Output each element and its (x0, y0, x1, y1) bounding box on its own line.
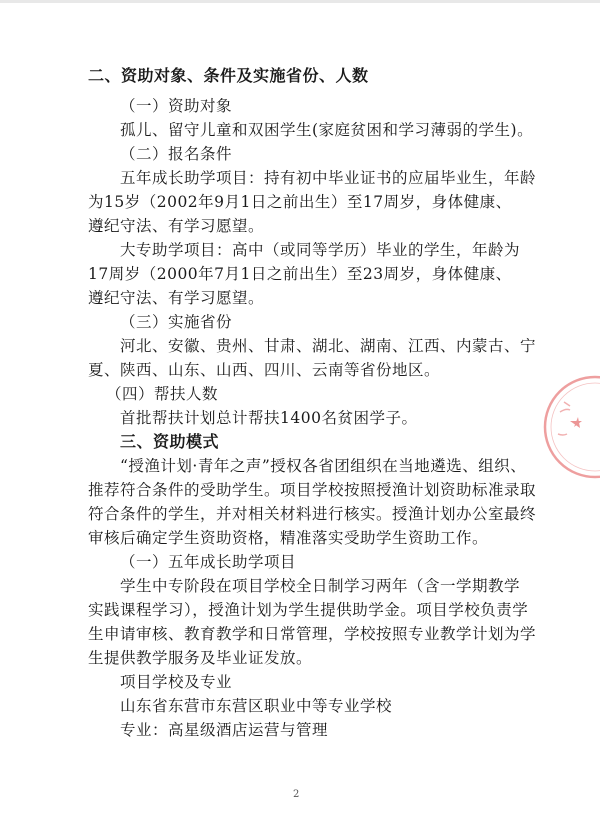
paragraph-line: 符合条件的学生，并对相关材料进行核实。授渔计划办公室最终 (88, 505, 537, 523)
paragraph-line: 推荐符合条件的受助学生。项目学校按照授渔计划资助标准录取 (88, 481, 537, 499)
official-seal-stamp (540, 372, 600, 482)
school-heading: 项目学校及专业 (120, 673, 233, 691)
section-heading-3: 三、资助模式 (120, 432, 220, 451)
paragraph-line: 首批帮扶计划总计帮扶1400名贫困学子。 (120, 409, 418, 427)
subheading-count: （四）帮扶人数 (106, 385, 219, 403)
paragraph-line: 生提供教学服务及毕业证发放。 (88, 649, 313, 667)
paragraph-line: 河北、安徽、贵州、甘肃、湖北、湖南、江西、内蒙古、宁 (120, 337, 537, 355)
paragraph-line: 夏、陕西、山东、山西、四川、云南等省份地区。 (88, 361, 441, 379)
major-name: 专业：高星级酒店运营与管理 (120, 721, 329, 739)
paragraph-line: 遵纪守法、有学习愿望。 (88, 289, 265, 307)
paragraph-line: 实践课程学习），授渔计划为学生提供助学金。项目学校负责学 (88, 601, 529, 619)
page-number: 2 (293, 789, 300, 800)
paragraph-line: 大专助学项目：高中（或同等学历）毕业的学生，年龄为 (120, 241, 521, 259)
subheading-recipients: （一）资助对象 (120, 97, 233, 115)
subheading-five-year: （一）五年成长助学项目 (120, 553, 297, 571)
section-heading-2: 二、资助对象、条件及实施省份、人数 (88, 66, 369, 85)
school-name: 山东省东营市东营区职业中等专业学校 (120, 697, 393, 715)
scan-edge (0, 0, 600, 3)
paragraph-line: 遵纪守法、有学习愿望。 (88, 217, 265, 235)
paragraph-line: 孤儿、留守儿童和双困学生(家庭贫困和学习薄弱的学生)。 (120, 121, 534, 139)
subheading-provinces: （三）实施省份 (120, 313, 233, 331)
subheading-requirements: （二）报名条件 (120, 145, 233, 163)
paragraph-line: 审核后确定学生资助资格，精准落实受助学生资助工作。 (88, 529, 489, 547)
paragraph-line: “授渔计划·青年之声”授权各省团组织在当地遴选、组织、 (120, 457, 527, 475)
paragraph-line: 为15岁（2002年9月1日之前出生）至17周岁，身体健康、 (88, 193, 512, 211)
paragraph-line: 17周岁（2000年7月1日之前出生）至23周岁，身体健康、 (88, 265, 512, 283)
paragraph-line: 学生中专阶段在项目学校全日制学习两年（含一学期教学 (120, 577, 521, 595)
paragraph-line: 生申请审核、教育教学和日常管理，学校按照专业教学计划为学 (88, 625, 537, 643)
paragraph-line: 五年成长助学项目：持有初中毕业证书的应届毕业生，年龄 (120, 169, 537, 187)
